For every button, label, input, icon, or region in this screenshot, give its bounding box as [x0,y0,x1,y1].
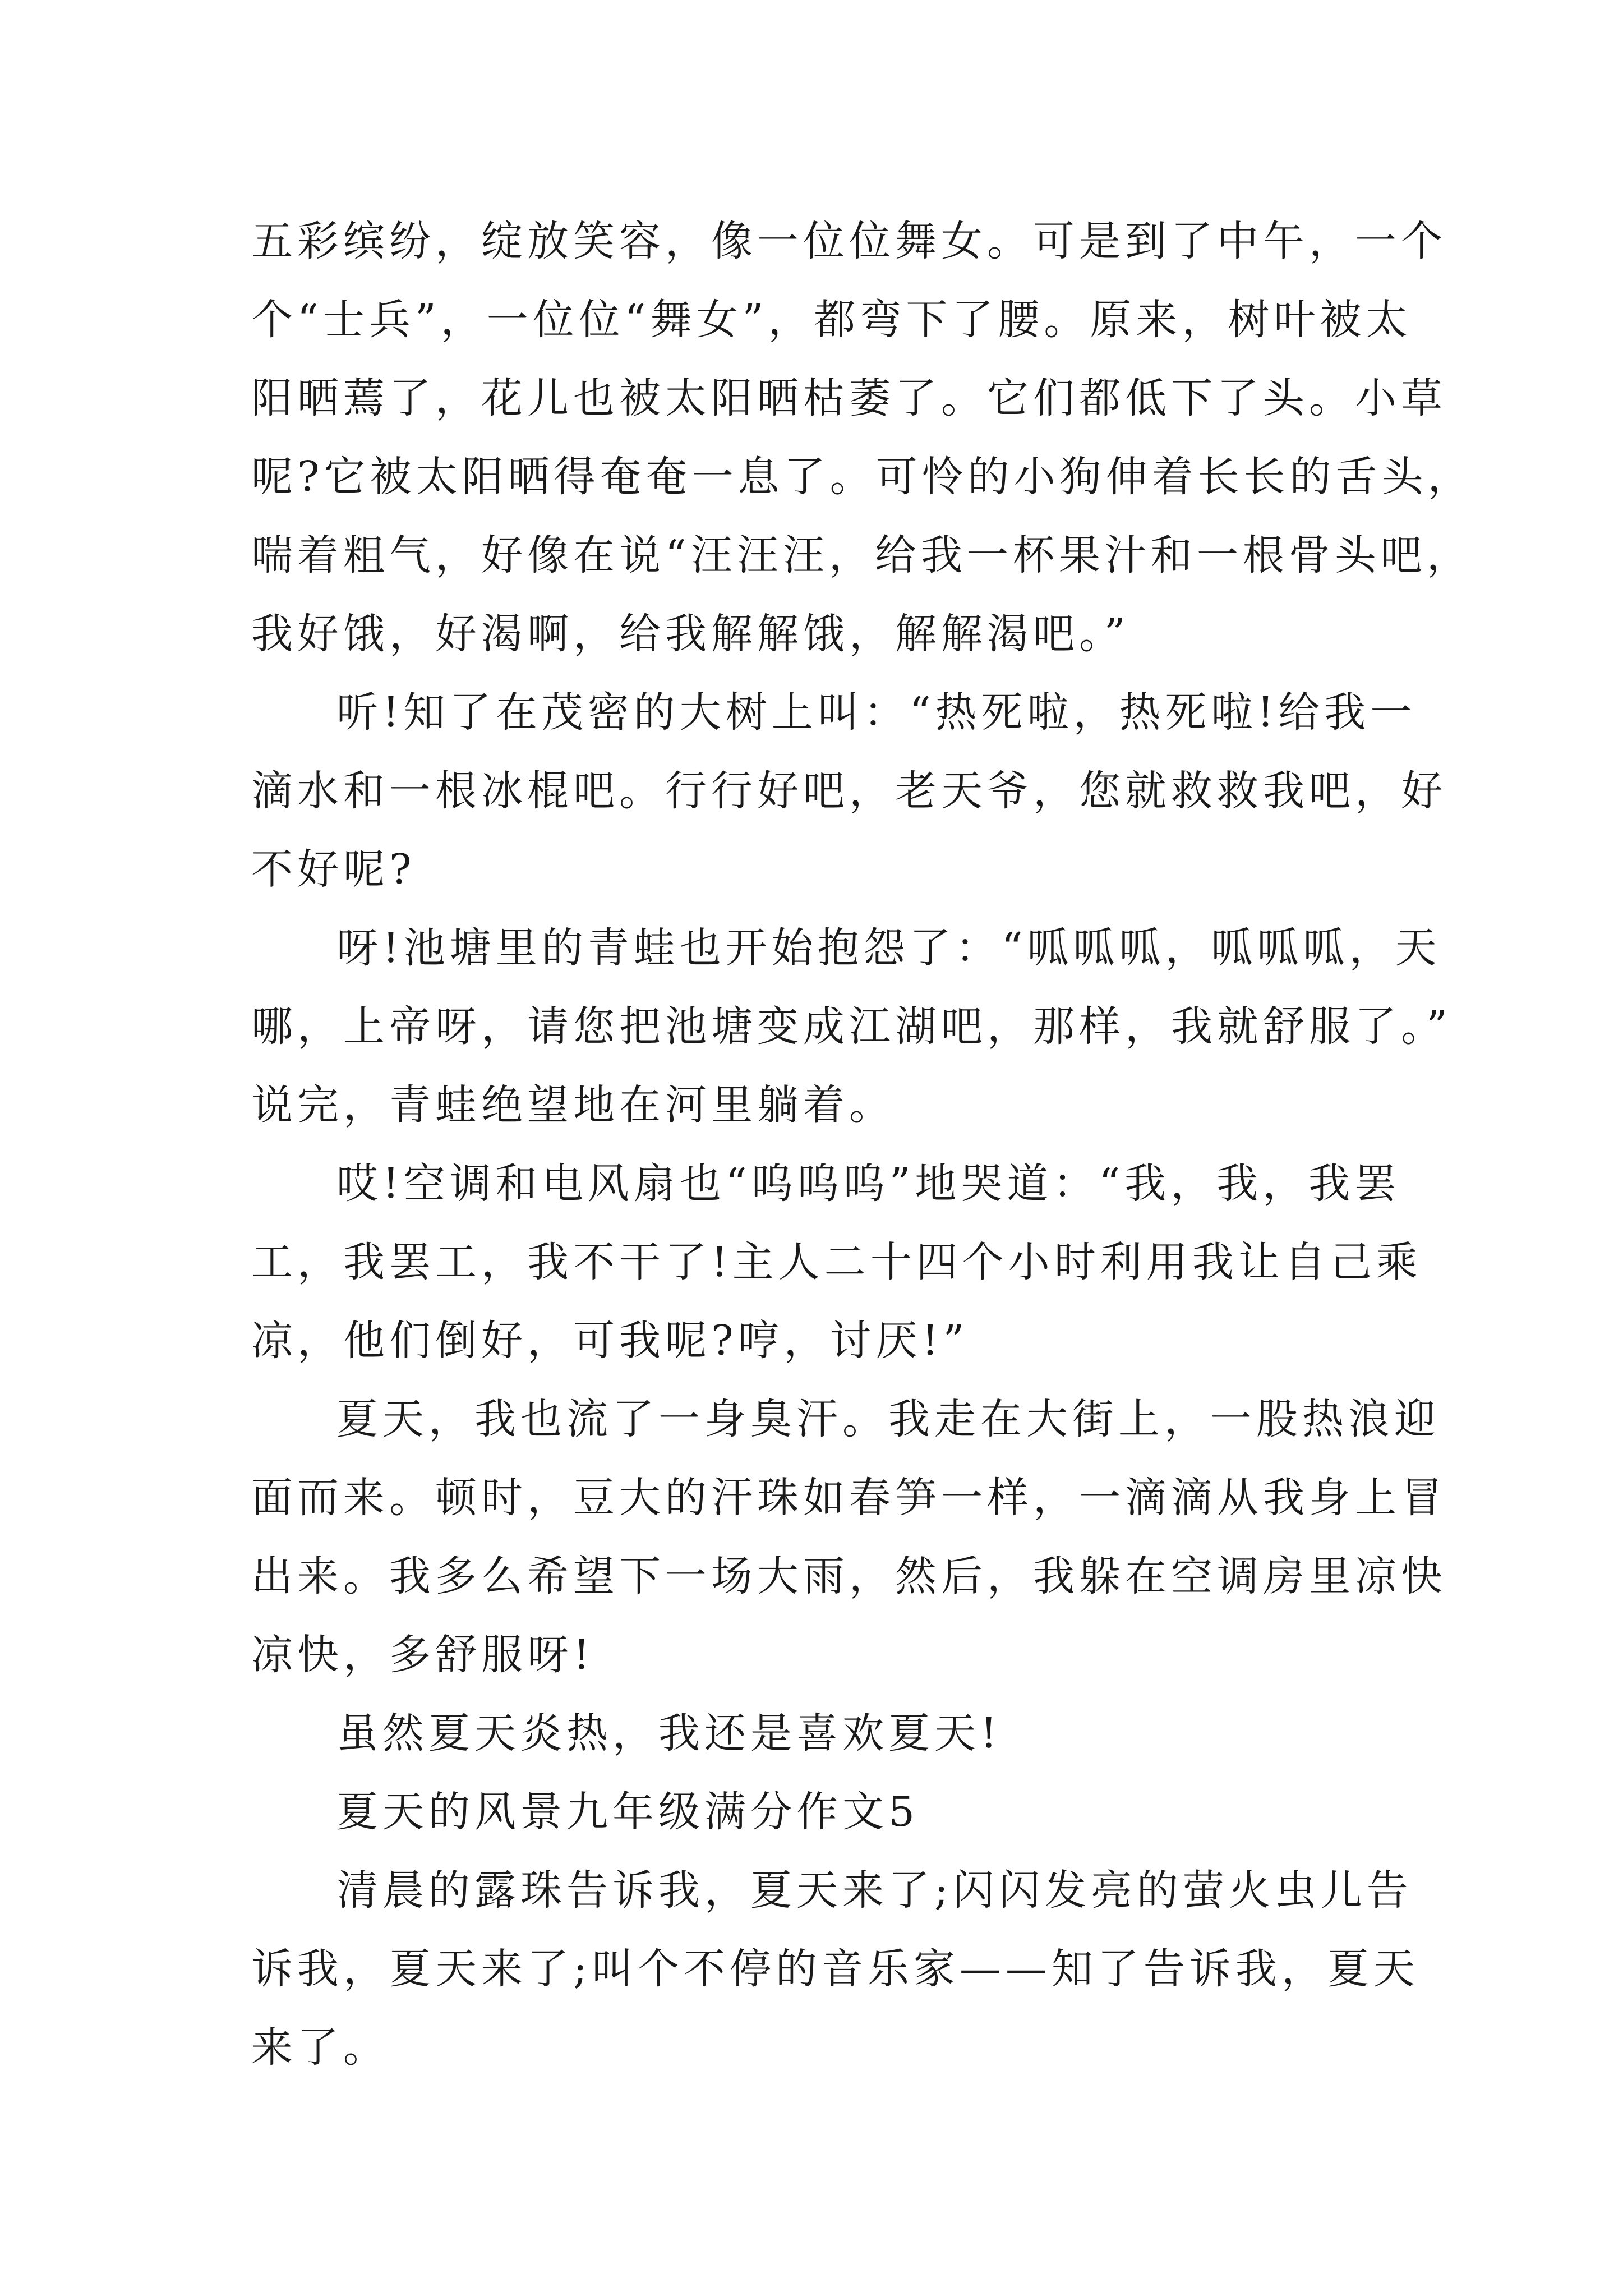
text-line: 面而来。顿时，豆大的汗珠如春笋一样，一滴滴从我身上冒 [251,1474,1447,1522]
text-line: 工，我罢工，我不干了!主人二十四个小时利用我让自己乘 [251,1238,1422,1286]
text-line: 不好呢? [251,845,416,894]
section-heading: 夏天的风景九年级满分作文5 [336,1788,920,1836]
text-line: 夏天，我也流了一身臭汗。我走在大街上，一股热浪迎 [336,1395,1440,1443]
text-line: 呢?它被太阳晒得奄奄一息了。可怜的小狗伸着长长的舌头， [251,453,1474,501]
text-line: 呀!池塘里的青蛙也开始抱怨了：“呱呱呱，呱呱呱，天 [336,924,1441,972]
text-line: 哎!空调和电风扇也“呜呜呜”地哭道：“我，我，我罢 [336,1159,1401,1208]
text-line: 我好饿，好渴啊，给我解解饿，解解渴吧。” [251,610,1130,658]
text-line: 滴水和一根冰棍吧。行行好吧，老天爷，您就救救我吧，好 [251,767,1447,815]
text-line: 说完，青蛙绝望地在河里躺着。 [251,1081,895,1129]
text-line: 阳晒蔫了，花儿也被太阳晒枯萎了。它们都低下了头。小草 [251,374,1447,422]
text-line: 出来。我多么希望下一场大雨，然后，我躲在空调房里凉快 [251,1552,1447,1600]
text-line: 喘着粗气，好像在说“汪汪汪，给我一杯果汁和一根骨头吧， [251,531,1473,579]
text-line: 凉，他们倒好，可我呢?哼，讨厌!” [251,1317,969,1365]
text-line: 凉快，多舒服呀! [251,1631,594,1679]
essay-body [251,202,1474,2087]
text-line: 听!知了在茂密的大树上叫：“热死啦，热死啦!给我一 [336,688,1417,737]
text-line: 哪，上帝呀，请您把池塘变成江湖吧，那样，我就舒服了。” [251,1002,1452,1051]
text-line: 个“士兵”，一位位“舞女”，都弯下了腰。原来，树叶被太 [251,296,1412,344]
text-line: 清晨的露珠告诉我，夏天来了;闪闪发亮的萤火虫儿告 [336,1866,1413,1915]
text-line: 虽然夏天炎热，我还是喜欢夏天! [336,1709,1002,1757]
text-line: 诉我，夏天来了;叫个不停的音乐家——知了告诉我，夏天 [251,1945,1419,1993]
text-line: 来了。 [251,2023,389,2072]
text-line: 五彩缤纷，绽放笑容，像一位位舞女。可是到了中午，一个 [251,217,1447,265]
